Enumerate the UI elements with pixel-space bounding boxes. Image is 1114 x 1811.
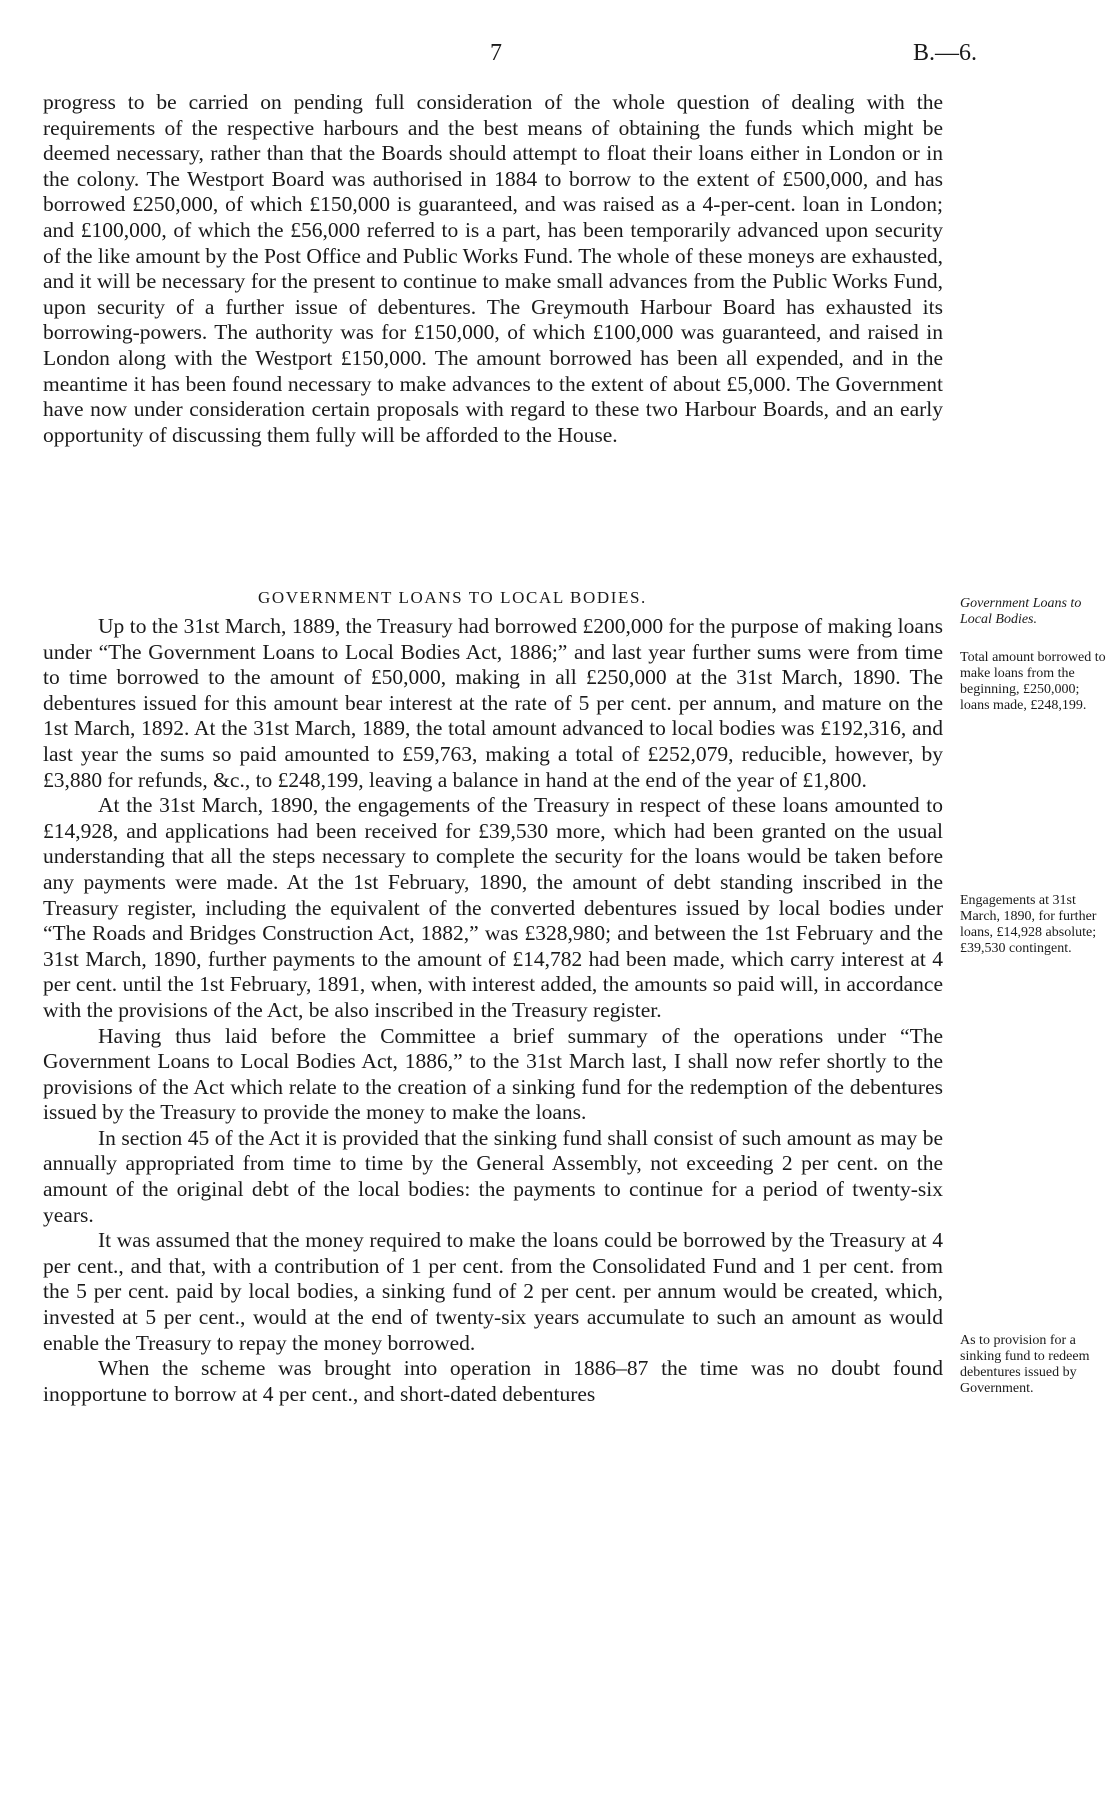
margin-note-sinking-fund: As to provision for a sinking fund to redeem debentures issued by Government. [960,1333,1090,1396]
body-text-loans [43,614,943,1407]
paragraph-engagements: At the 31st March, 1890, the engagements of the Treasury in respect of these loans amounted to £14,928, and applications had been received for £39,530 more, which had been granted on the usual understanding that all the steps necessary to complete the security for the loans would be taken before any payments were made. At the 1st February, 1890, the amount of debt standing inscribed in the Treasury register, including the equivalent of the converted debentures issued by local bodies under “The Roads and Bridges Construction Act, 1882,” was £328,980; and between the 1st February and the 31st March, 1890, further payments to the amount of £14,782 had been made, which carry interest at 4 per cent. until the 1st February, 1891, when, with interest added, the amounts so paid will, in accordance with the provisions of the Act, be also inscribed in the Treasury register. [43,793,943,1022]
document-reference: B.—6. [913,40,978,66]
page-number: 7 [490,40,502,66]
paragraph-scheme-operation: When the scheme was brought into operation in 1886–87 the time was no doubt found inopportune to borrow at 4 per cent., and short-dated debentures [43,1356,943,1406]
paragraph-treasury-borrowing: Up to the 31st March, 1889, the Treasury had borrowed £200,000 for the purpose of making loans under “The Government Loans to Local Bodies Act, 1886;” and last year further sums were from time to time borrowed to the amount of £50,000, making in all £250,000 at the 31st March, 1890. The debentures issued for this amount bear interest at the rate of 5 per cent. per annum, and mature on the 1st March, 1892. At the 31st March, 1889, the total amount advanced to local bodies was £192,316, and last year the sums so paid amounted to £59,763, making a total of £252,079, reducible, however, by £3,880 for refunds, &c., to £248,199, leaving a balance in hand at the end of the year of £1,800. [43,614,943,792]
paragraph-assumption: It was assumed that the money required to make the loans could be borrowed by the Treasury at 4 per cent., and that, with a contribution of 1 per cent. from the Consolidated Fund and 1 per cent. from the 5 per cent. paid by local bodies, a sinking fund of 2 per cent. per annum would be created, which, invested at 5 per cent., would at the end of twenty-six years accumulate to such an amount as would enable the Treasury to repay the money borrowed. [43,1228,943,1355]
body-text-top [43,90,943,448]
margin-note-total-borrowed: Total amount borrowed to make loans from the beginning, £250,000; loans made, £248,199. [960,650,1106,713]
paragraph-section-45: In section 45 of the Act it is provided that the sinking fund shall consist of such amount as may be annually appropriated from time to time by the General Assembly, not exceeding 2 per cent. on the amount of the original debt of the local bodies: the payments to continue for a period of twenty-six years. [43,1125,943,1227]
margin-note-engagements: Engagements at 31st March, 1890, for further loans, £14,928 absolute; £39,530 contingent. [960,893,1097,956]
margin-note-government-loans: Government Loans to Local Bodies. [960,596,1082,627]
paragraph-summary: Having thus laid before the Committee a brief summary of the operations under “The Government Loans to Local Bodies Act, 1886,” to the 31st March last, I shall now refer shortly to the provisions of the Act which relate to the creation of a sinking fund for the redemption of the debentures issued by the Treasury to provide the money to make the loans. [43,1023,943,1125]
paragraph-westport-greymouth: progress to be carried on pending full consideration of the whole question of dealing with the requirements of the respective harbours and the best means of obtaining the funds which might be deemed necessary, rather than that the Boards should attempt to float their loans either in London or in the colony. The Westport Board was authorised in 1884 to borrow to the extent of £500,000, and has borrowed £250,000, of which £150,000 is guaranteed, and was raised as a 4-per-cent. loan in London; and £100,000, of which the £56,000 referred to is a part, has been temporarily advanced upon security of the like amount by the Post Office and Public Works Fund. The whole of these moneys are exhausted, and it will be necessary for the present to continue to make small advances from the Public Works Fund, upon security of a further issue of debentures. The Greymouth Harbour Board has exhausted its borrowing-powers. The authority was for £150,000, of which £100,000 was guaranteed, and raised in London along with the Westport £150,000. The amount borrowed has been all expended, and in the meantime it has been found necessary to make advances to the extent of about £5,000. The Government have now under consideration certain proposals with regard to these two Harbour Boards, and an early opportunity of discussing them fully will be afforded to the House. [43,90,943,447]
section-heading: GOVERNMENT LOANS TO LOCAL BODIES. [258,588,647,607]
